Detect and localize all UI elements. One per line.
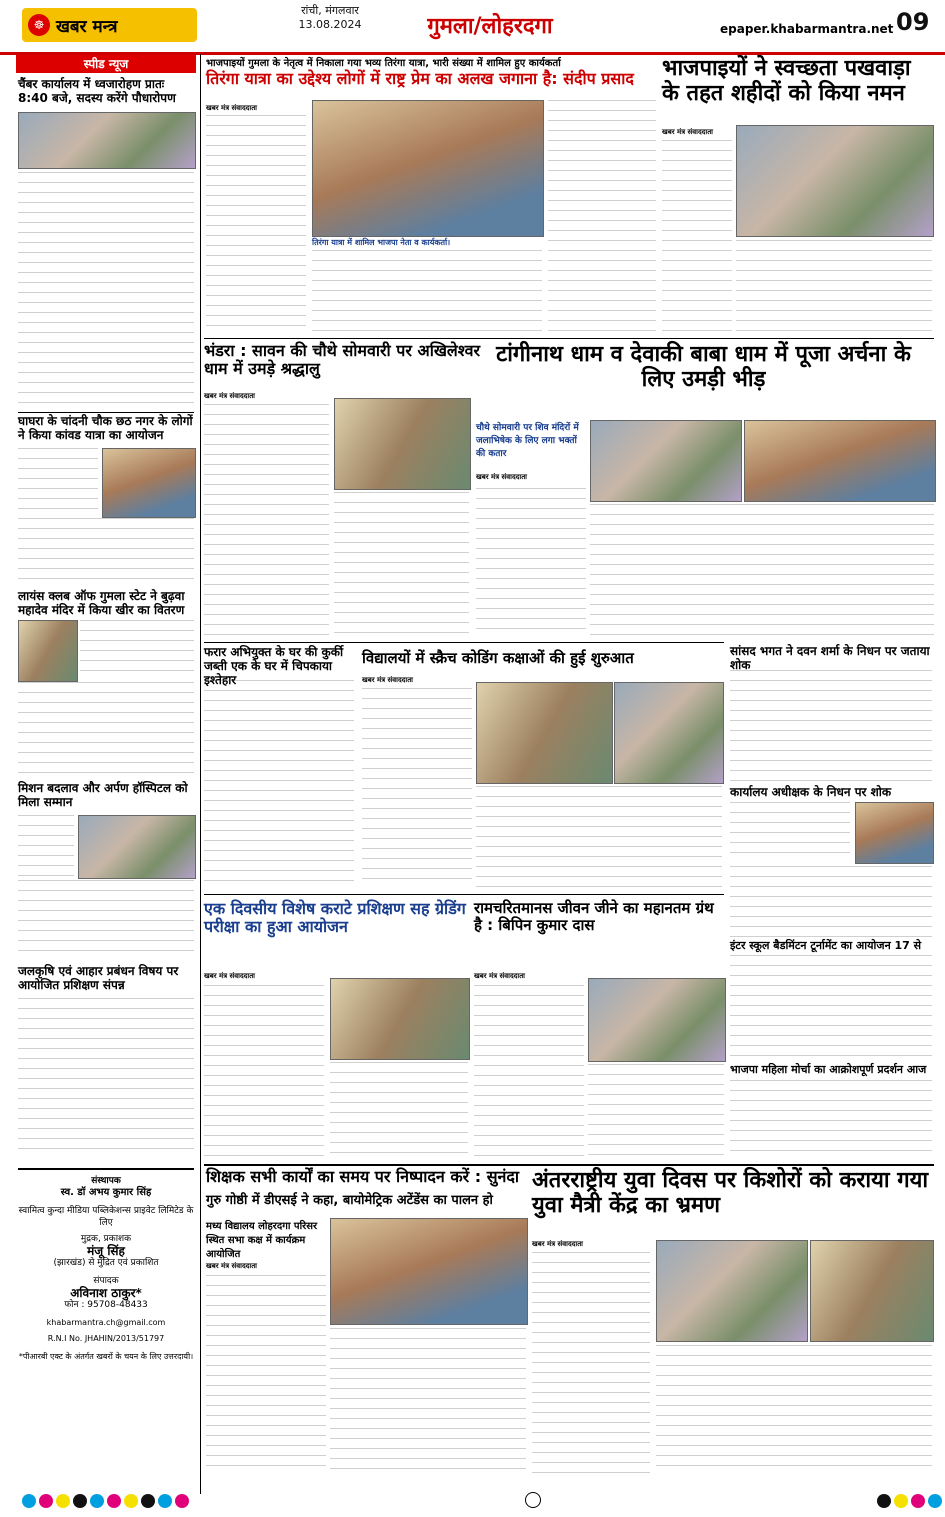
epaper-url[interactable]: epaper.khabarmantra.net	[720, 22, 894, 36]
imprint	[18, 1175, 194, 1363]
karate-body-1	[204, 985, 324, 1160]
shikshak-body-1	[206, 1275, 326, 1475]
byline: खबर मंत्र संवाददाता	[476, 473, 527, 481]
imprint-note: *पीआरबी एक्ट के अंतर्गत खबरों के चयन के लिए उत्तरदायी।	[18, 1352, 194, 1361]
byline: खबर मंत्र संवाददाता	[206, 1262, 257, 1270]
bjp-women-body	[730, 1080, 932, 1160]
left-body-1	[18, 172, 194, 410]
byline: खबर मंत्र संवाददाता	[204, 392, 255, 400]
bjp-women-headline: भाजपा महिला मोर्चा का आक्रोशपूर्ण प्रदर्शन आज	[730, 1063, 927, 1076]
imprint-phone: फोन : 95708-48433	[64, 1300, 148, 1310]
coding-photo-1	[476, 682, 613, 784]
tiranga-photo	[312, 100, 544, 237]
award-photo	[78, 815, 196, 879]
left-headline-1: चैंबर कार्यालय में ध्वजारोहण प्रातः 8:40 बजे, सदस्य करेंगे पौधारोपण	[18, 77, 176, 105]
tiranga-kicker: भाजपाइयों गुमला के नेतृत्व में निकाला गया भव्य तिरंगा यात्रा, भारी संख्या में शामिल हुए कार्यकर्ता	[206, 58, 561, 69]
devaki-photo	[744, 420, 936, 502]
kanwar-photo	[102, 448, 196, 518]
divider	[204, 894, 724, 895]
logo-icon: ☸	[28, 14, 50, 36]
coding-photo-2	[614, 682, 724, 784]
tanginath-photo	[590, 420, 742, 502]
swachhta-body-2	[736, 240, 932, 335]
coding-body-1	[362, 688, 472, 888]
ramcharit-photo	[588, 978, 726, 1062]
byline: खबर मंत्र संवाददाता	[474, 972, 525, 980]
youth-headline: अंतरराष्ट्रीय युवा दिवस पर किशोरों को कराया गया युवा मैत्री केंद्र का भ्रमण	[532, 1168, 929, 1219]
youth-photo-1	[656, 1240, 808, 1342]
section-title: गुमला/लोहरदगा	[427, 14, 553, 39]
imprint-publisher-label: मुद्रक, प्रकाशक	[80, 1234, 132, 1244]
imprint-title: संस्थापक	[91, 1176, 121, 1186]
imprint-address: (झारखंड) से मुद्रित एवं प्रकाशित	[53, 1258, 159, 1268]
lions-photo	[18, 620, 78, 682]
school-caption: मध्य विद्यालय लोहरदगा परिसर स्थित सभा कक्ष में कार्यक्रम आयोजित	[206, 1221, 318, 1260]
byline: खबर मंत्र संवाददाता	[206, 104, 257, 112]
divider	[18, 1168, 194, 1170]
karate-photo	[330, 978, 470, 1060]
tiranga-body-3	[548, 100, 656, 335]
shikshak-headline: शिक्षक सभी कार्यों का समय पर निष्पादन करें : सुनंदा	[206, 1167, 520, 1186]
left-body-5	[18, 998, 194, 1158]
divider	[204, 338, 934, 339]
chamber-photo	[18, 112, 196, 169]
left-headline-3: लायंस क्लब ऑफ गुमला स्टेट ने बुढ़वा महादेव मंदिर में किया खीर का वितरण	[18, 589, 185, 617]
youth-body-2	[656, 1345, 932, 1475]
firari-headline: फरार अभियुक्त के घर की कुर्की जब्ती एक के घर में चिपकाया इश्तेहार	[204, 645, 344, 687]
swachhta-body-1	[662, 140, 732, 335]
martyr-photo	[736, 125, 934, 237]
byline: खबर मंत्र संवाददाता	[662, 128, 713, 136]
karyalay-photo	[855, 802, 934, 864]
masthead	[0, 0, 945, 55]
karyalay-body-2	[730, 866, 932, 938]
tanginath-headline: टांगीनाथ धाम व देवाकी बाबा धाम में पूजा अर्चना के लिए उमड़ी भीड़	[496, 342, 911, 393]
ramcharit-headline: रामचरितमानस जीवन जीने का महानतम ग्रंथ है : बिपिन कुमार दास	[474, 899, 714, 935]
tiranga-caption: तिरंगा यात्रा में शामिल भाजपा नेता व कार्यकर्ता।	[312, 238, 451, 247]
sansad-headline: सांसद भगत ने दवन शर्मा के निधन पर जताया शोक	[730, 644, 930, 672]
byline: खबर मंत्र संवाददाता	[362, 676, 413, 684]
byline: खबर मंत्र संवाददाता	[532, 1240, 583, 1248]
speed-news-label: स्पीड न्यूज	[16, 55, 196, 73]
left-body-4b	[18, 880, 194, 958]
tiranga-body-2	[312, 250, 542, 335]
shikshak-subhead: गुरु गोष्ठी में डीएसई ने कहा, बायोमेट्रिक अटेंडेंस का पालन हो	[206, 1193, 493, 1208]
firari-body	[204, 680, 354, 890]
badminton-body	[730, 955, 932, 1060]
left-headline-2: घाघरा के चांदनी चौक छठ नगर के लोगों ने किया कांवड यात्रा का आयोजन	[18, 414, 193, 442]
coding-headline: विद्यालयों में स्क्रैच कोडिंग कक्षाओं की हुई शुरुआत	[362, 649, 634, 667]
tanginath-body-1	[476, 488, 586, 638]
imprint-rni: R.N.I No. JHAHIN/2013/51797	[47, 1334, 165, 1343]
school-photo	[330, 1218, 528, 1325]
shikshak-body-2	[330, 1328, 526, 1475]
tiranga-headline: तिरंगा यात्रा का उद्देश्य लोगों में राष्ट्र प्रेम का अलख जगाना है: संदीप प्रसाद	[206, 69, 634, 88]
page-number: 09	[896, 8, 930, 36]
sansad-body	[730, 670, 932, 782]
youth-body-1	[532, 1252, 650, 1475]
bhandra-body-2	[334, 492, 469, 639]
left-body-2a	[18, 448, 98, 516]
left-body-4a	[18, 815, 74, 877]
imprint-email[interactable]: khabarmantra.ch@gmail.com	[46, 1318, 166, 1327]
swachhta-headline: भाजपाइयों ने स्वच्छता पखवाड़ा के तहत शहीदों को किया नमन	[662, 56, 911, 107]
logo-text: खबर मन्त्र	[56, 16, 118, 37]
left-headline-5: जलकृषि एवं आहार प्रबंधन विषय पर आयोजित प्रशिक्षण संपन्न	[18, 964, 179, 992]
byline: खबर मंत्र संवाददाता	[204, 972, 255, 980]
column-rule	[200, 54, 201, 1494]
bhandra-headline: भंडरा : सावन की चौथे सोमवारी पर अखिलेश्वर धाम में उमड़े श्रद्धालु	[204, 341, 481, 379]
left-body-3a	[80, 620, 194, 680]
karate-headline: एक दिवसीय विशेष कराटे प्रशिक्षण सह ग्रेडिंग परीक्षा का हुआ आयोजन	[204, 899, 466, 937]
imprint-publisher: मंजू सिंह	[87, 1244, 125, 1258]
color-registration-bar	[22, 1492, 945, 1510]
divider	[204, 642, 724, 643]
karate-body-2	[330, 1062, 468, 1160]
coding-body-2	[476, 786, 722, 888]
tanginath-body-2	[590, 504, 934, 638]
imprint-editor: अविनाश ठाकुर*	[70, 1286, 142, 1300]
ramcharit-body-2	[588, 1064, 724, 1160]
ramcharit-body-1	[474, 985, 584, 1160]
karyalay-body-1	[730, 802, 850, 862]
divider	[18, 412, 194, 413]
akhileshwar-photo	[334, 398, 471, 490]
imprint-founder: स्व. डॉ अभय कुमार सिंह	[60, 1187, 152, 1198]
left-body-2b	[18, 518, 194, 583]
left-headline-4: मिशन बदलाव और अर्पण हॉस्पिटल को मिला सम्मान	[18, 781, 188, 809]
tiranga-body-1	[206, 115, 306, 335]
badminton-headline: इंटर स्कूल बैडमिंटन टूर्नामेंट का आयोजन 17 से	[730, 939, 922, 952]
left-body-3b	[18, 682, 194, 777]
dateline	[250, 4, 410, 32]
city-day: रांची, मंगलवार	[301, 4, 359, 17]
logo	[22, 8, 197, 42]
tanginath-subhead: चौथे सोमवारी पर शिव मंदिरों में जलाभिषेक के लिए लगा भक्तों की कतार	[476, 423, 579, 459]
karyalay-headline: कार्यालय अधीक्षक के निधन पर शोक	[730, 785, 892, 799]
imprint-editor-label: संपादक	[93, 1276, 119, 1286]
date: 13.08.2024	[298, 18, 362, 31]
bhandra-body-1	[204, 404, 329, 639]
divider	[204, 1164, 934, 1166]
youth-photo-2	[810, 1240, 934, 1342]
imprint-owner: स्वामित्व कुन्दा मीडिया पब्लिकेशन्स प्राइवेट लिमिटेड के लिए	[18, 1206, 194, 1228]
